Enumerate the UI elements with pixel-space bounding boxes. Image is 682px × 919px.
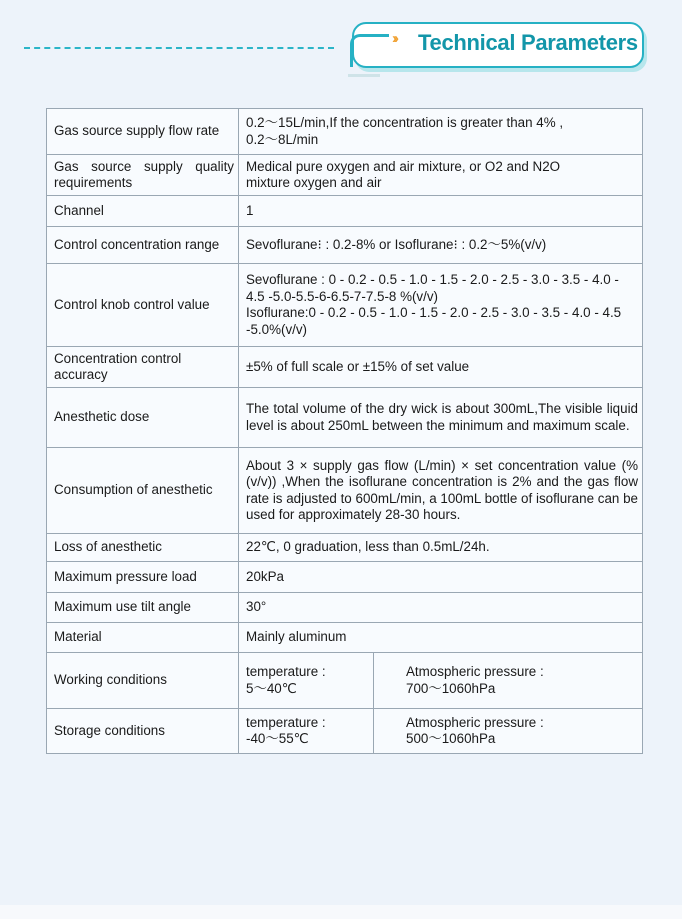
table-row: [47, 448, 643, 534]
param-value: 20kPa: [239, 562, 643, 593]
temperature-cell: temperature : -40～55℃: [239, 709, 374, 754]
param-label: Material: [47, 623, 239, 653]
param-label: Working conditions: [47, 653, 239, 709]
table-row: [47, 653, 643, 709]
param-label: Maximum use tilt angle: [47, 593, 239, 623]
table-row: [47, 562, 643, 593]
param-value: Mainly aluminum: [239, 623, 643, 653]
param-label: Concentration control accuracy: [47, 347, 239, 388]
page-title: Technical Parameters: [418, 30, 638, 55]
param-label: Control knob control value: [47, 264, 239, 347]
param-label: Control concentration range: [47, 227, 239, 264]
param-value: The total volume of the dry wick is about 300mL,The visible liquid level is about 250mL between the minimum and maximum scale.: [239, 388, 643, 448]
technical-parameters-table: [46, 108, 643, 754]
table-row: [47, 347, 643, 388]
param-value: Sevoflurane⁝ : 0.2-8% or Isoflurane⁝ : 0.2～5%(v/v): [239, 227, 643, 264]
table-row: [47, 155, 643, 196]
param-label: Channel: [47, 196, 239, 227]
param-label: Maximum pressure load: [47, 562, 239, 593]
pressure-cell: Atmospheric pressure : 700～1060hPa: [374, 653, 643, 709]
param-label: Gas source supply quality requirements: [47, 155, 239, 196]
param-label: Gas source supply flow rate: [47, 109, 239, 155]
table-row: [47, 264, 643, 347]
title-tab-underline-decoration: [348, 74, 380, 77]
table-row: [47, 534, 643, 562]
param-label: Consumption of anesthetic: [47, 448, 239, 534]
double-chevron-right-icon: ››: [392, 30, 396, 47]
param-label: Anesthetic dose: [47, 388, 239, 448]
pressure-cell: Atmospheric pressure : 500～1060hPa: [374, 709, 643, 754]
param-value: 22℃, 0 graduation, less than 0.5mL/24h.: [239, 534, 643, 562]
param-value: Sevoflurane : 0 - 0.2 - 0.5 - 1.0 - 1.5 - 2.0 - 2.5 - 3.0 - 3.5 - 4.0 - 4.5 -5.0-5.5-6-6.5-7-7.5-8 %(v/v) Isoflurane:0 - 0.2 - 0.5 - 1.0 - 1.5 - 2.0 - 2.5 - 3.0 - 3.5 - 4.0 - 4.5 -5.0%(v/v): [239, 264, 643, 347]
param-value: 30°: [239, 593, 643, 623]
table-row: [47, 388, 643, 448]
header-dashed-rule: [24, 47, 334, 49]
table-row: [47, 709, 643, 754]
param-value: 1: [239, 196, 643, 227]
table-row: [47, 196, 643, 227]
section-title-tab: [352, 22, 644, 68]
table-row: [47, 109, 643, 155]
table-row: [47, 593, 643, 623]
bottom-strip: [0, 905, 682, 919]
table-row: [47, 227, 643, 264]
param-value: ±5% of full scale or ±15% of set value: [239, 347, 643, 388]
title-tab-hook-decoration: [350, 34, 389, 67]
param-value: Medical pure oxygen and air mixture, or O2 and N2O mixture oxygen and air: [239, 155, 643, 196]
param-label: Storage conditions: [47, 709, 239, 754]
table-row: [47, 623, 643, 653]
param-value: 0.2～15L/min,If the concentration is greater than 4% , 0.2～8L/min: [239, 109, 643, 155]
param-label: Loss of anesthetic: [47, 534, 239, 562]
temperature-cell: temperature : 5～40℃: [239, 653, 374, 709]
param-value: About 3 × supply gas flow (L/min) × set concentration value (%(v/v)) ,When the isoflurane concentration is 2% and the gas flow rate is adjusted to 600mL/min, a 100mL bottle of isoflurane can be used for approximately 28-30 hours.: [239, 448, 643, 534]
